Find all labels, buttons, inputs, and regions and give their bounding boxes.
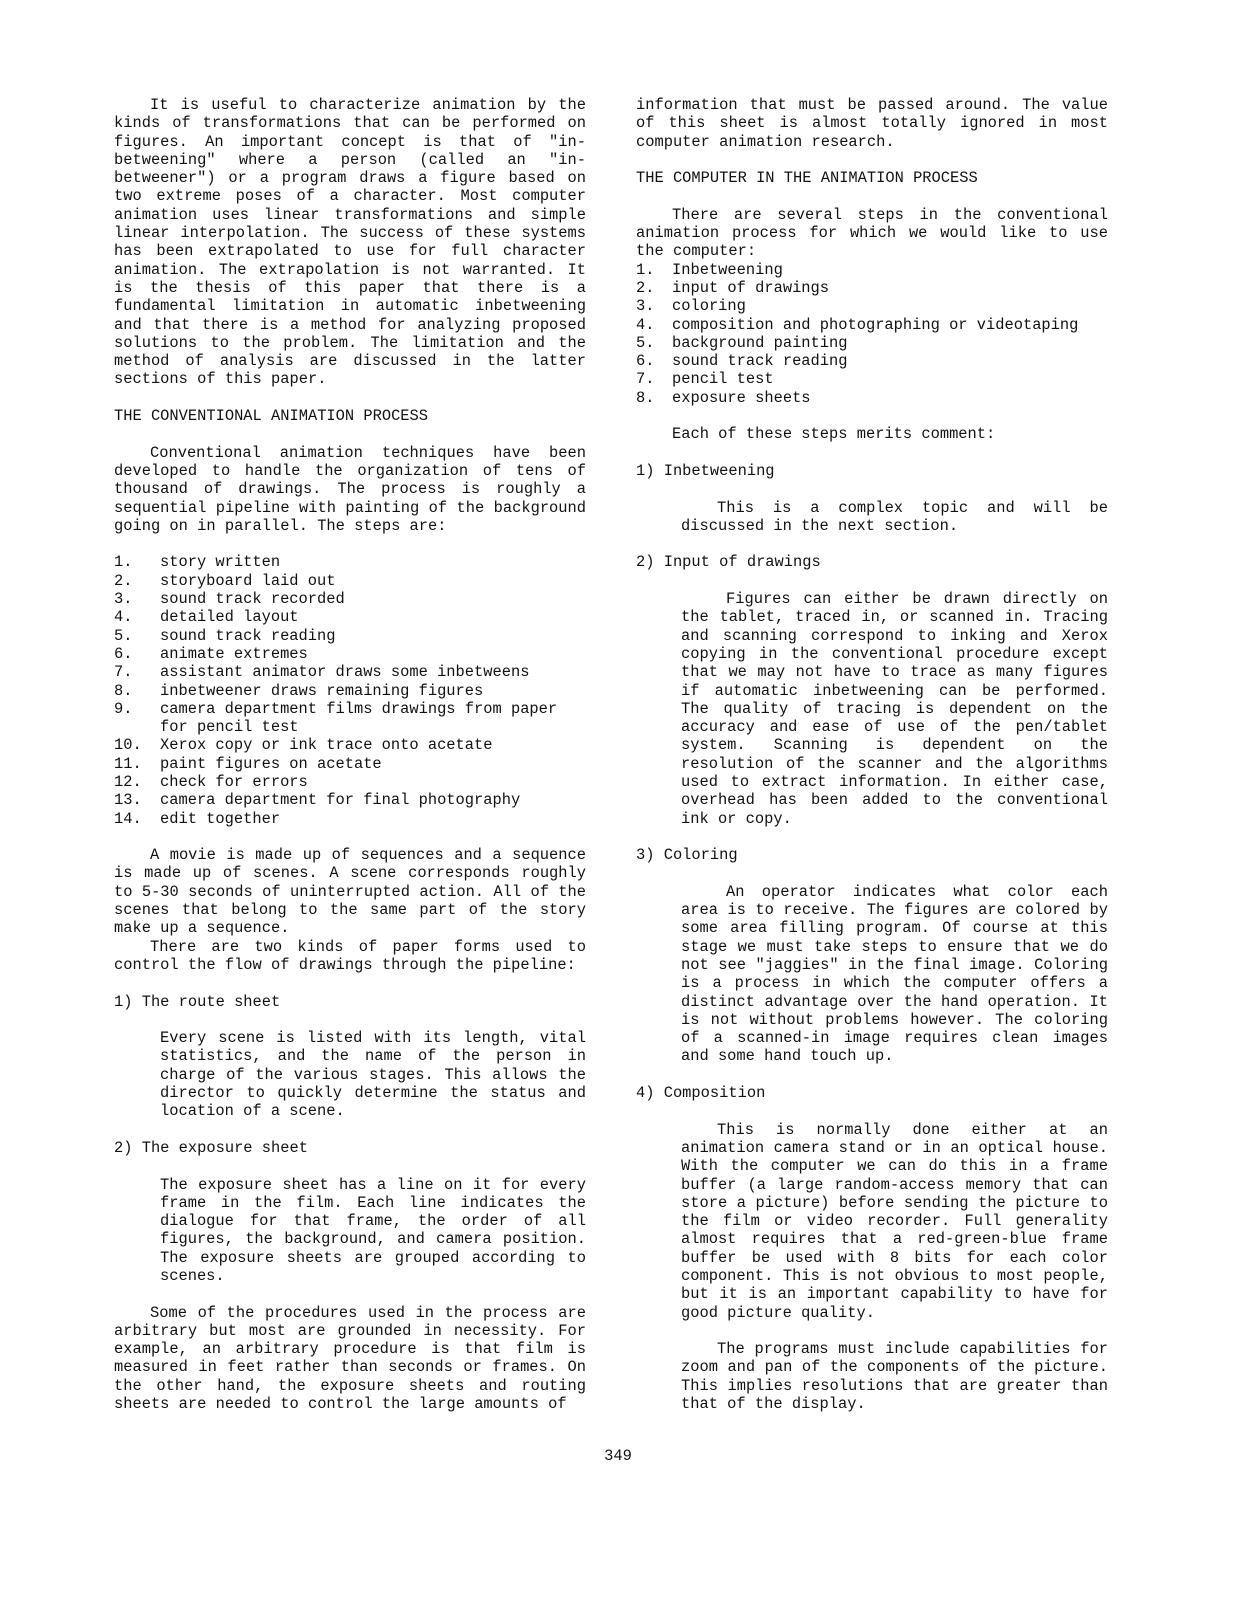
list-item-text: Inbetweening — [672, 260, 783, 279]
page-number: 349 — [604, 1447, 632, 1465]
list-item — [114, 791, 586, 809]
list-item — [636, 316, 1108, 334]
route-sheet-body: Every scene is listed with its length, vital statistics, and the name of the person in charge of the various stages. This allows the director to quickly determine the status and location of a scene. — [160, 1029, 586, 1121]
list-item-number: 8. — [636, 388, 655, 407]
input-drawings-body: Figures can either be drawn directly on the tablet, traced in, or scanned in. Tracing and scanning correspond to inking and Xerox copying in the conventional procedure except that we may not have to trace as many figures if automatic inbetweening can be performed. The quality of tracing is dependent on the accuracy and ease of use of the pen/tablet system. Scanning is dependent on the resolution of the scanner and the algorithms used to extract information. In either case, overhead has been added to the conventional ink or copy. — [681, 590, 1108, 828]
list-item — [114, 663, 586, 681]
list-item-text: detailed layout — [160, 608, 299, 627]
exposure-sheet-title: 2) The exposure sheet — [114, 1138, 308, 1157]
exposure-sheet-body: The exposure sheet has a line on it for every frame in the film. Each line indicates the dialogue for that frame, the order of all figures, the background, and camera position. The exposure sheets are grouped according to scenes. — [160, 1175, 586, 1285]
computer-steps-list — [636, 261, 1108, 407]
list-item-text: camera department films drawings from paper for pencil test — [160, 699, 558, 737]
list-item-text: inbetweener draws remaining figures — [160, 681, 484, 700]
list-item-text: background painting — [672, 333, 848, 352]
coloring-body: An operator indicates what color each area is to receive. The figures are colored by some area filling program. Of course at this stage we must take steps to ensure that we do not see "jaggies" in the final image. Coloring is a process in which the computer offers a distinct advantage over the hand operation. It is not without problems however. The coloring of a scanned-in image requires clean images and some hand touch up. — [681, 882, 1108, 1066]
list-item-number: 12. — [114, 772, 142, 791]
list-item — [636, 297, 1108, 315]
list-item-number: 2. — [114, 571, 133, 590]
list-item — [636, 389, 1108, 407]
section-heading-conventional: THE CONVENTIONAL ANIMATION PROCESS — [114, 407, 429, 426]
list-item — [636, 334, 1108, 352]
list-item — [114, 755, 586, 773]
list-item-text: assistant animator draws some inbetweens — [160, 663, 530, 682]
list-item-number: 9. — [114, 699, 133, 718]
computer-steps-intro: There are several steps in the conventional animation process for which we would like to use the computer: — [636, 205, 1108, 261]
list-item-text: story written — [160, 553, 281, 572]
list-item-number: 7. — [114, 663, 133, 682]
list-item-number: 1. — [636, 260, 655, 279]
left-column — [114, 96, 586, 1413]
list-item — [114, 810, 586, 828]
list-item — [636, 261, 1108, 279]
list-item — [114, 572, 586, 590]
list-item — [636, 352, 1108, 370]
list-item — [114, 645, 586, 663]
merits-line: Each of these steps merits comment: — [672, 425, 996, 444]
programs-body: The programs must include capabilities for zoom and pan of the components of the picture. This implies resolutions that are greater than that of the display. — [681, 1340, 1108, 1414]
list-item-number: 6. — [114, 644, 133, 663]
list-item-number: 1. — [114, 553, 133, 572]
list-item-number: 11. — [114, 754, 142, 773]
list-item — [114, 700, 586, 737]
list-item-text: composition and photographing or videotaping — [672, 315, 1079, 334]
paper-forms-paragraph: There are two kinds of paper forms used to control the flow of drawings through the pipeline: — [114, 937, 586, 974]
coloring-title: 3) Coloring — [636, 846, 738, 865]
list-item — [114, 773, 586, 791]
list-item-number: 8. — [114, 681, 133, 700]
list-item-number: 3. — [114, 590, 133, 609]
composition-body: This is normally done either at an animation camera stand or in an optical house. With the computer we can do this in a frame buffer (a large random-access memory that can store a picture) before sending the picture to the film or video recorder. Full generality almost requires that a red-green-blue frame buffer be used with 8 bits for each color component. This is not obvious to most people, but it is an important capability to have for good picture quality. — [681, 1120, 1108, 1322]
list-item-text: input of drawings — [672, 278, 830, 297]
movie-paragraph: A movie is made up of sequences and a sequence is made up of scenes. A scene corresponds roughly to 5-30 seconds of uninterrupted action. All of the scenes that belong to the same part of the story make up a sequence. — [114, 846, 586, 938]
list-item — [114, 682, 586, 700]
list-item-text: pencil test — [672, 370, 774, 389]
inbetweening-body: This is a complex topic and will be discussed in the next section. — [681, 498, 1108, 535]
right-column — [636, 96, 1108, 1413]
route-sheet-title: 1) The route sheet — [114, 992, 281, 1011]
continuation-paragraph: information that must be passed around. The value of this sheet is almost totally ignored in most computer animation research. — [636, 96, 1108, 151]
list-item-number: 13. — [114, 791, 142, 810]
conventional-paragraph: Conventional animation techniques have been developed to handle the organization of tens of thousand of drawings. The process is roughly a sequential pipeline with painting of the background going on in parallel. The steps are: — [114, 443, 586, 535]
list-item-text: storyboard laid out — [160, 571, 336, 590]
list-item-number: 14. — [114, 809, 142, 828]
conventional-steps-list — [114, 553, 586, 827]
list-item — [114, 608, 586, 626]
list-item-number: 7. — [636, 370, 655, 389]
list-item-text: exposure sheets — [672, 388, 811, 407]
list-item — [636, 370, 1108, 388]
inbetweening-title: 1) Inbetweening — [636, 461, 775, 480]
list-item-text: sound track reading — [672, 352, 848, 371]
list-item-text: camera department for final photography — [160, 791, 521, 810]
list-item-number: 5. — [636, 333, 655, 352]
list-item-number: 10. — [114, 736, 142, 755]
list-item-text: coloring — [672, 297, 746, 316]
list-item-number: 4. — [114, 608, 133, 627]
list-item — [114, 553, 586, 571]
section-heading-computer: THE COMPUTER IN THE ANIMATION PROCESS — [636, 169, 978, 188]
list-item-text: check for errors — [160, 772, 308, 791]
composition-title: 4) Composition — [636, 1084, 766, 1103]
intro-paragraph: It is useful to characterize animation by the kinds of transformations that can be performed on figures. An important concept is that of "in-betweening" where a person (called an "in-betweener") or a program draws a figure based on two extreme poses of a character. Most computer animation uses linear transformations and simple linear interpolation. The success of these systems has been extrapolated to use for full character animation. The extrapolation is not warranted. It is the thesis of this paper that there is a fundamental limitation in automatic inbetweening and that there is a method for analyzing proposed solutions to the problem. The limitation and the method of analysis are discussed in the latter sections of this paper. — [114, 96, 586, 389]
list-item-text: paint figures on acetate — [160, 754, 382, 773]
list-item-number: 2. — [636, 278, 655, 297]
list-item-number: 5. — [114, 626, 133, 645]
input-drawings-title: 2) Input of drawings — [636, 553, 821, 572]
list-item-text: edit together — [160, 809, 281, 828]
list-item-number: 3. — [636, 297, 655, 316]
list-item-text: sound track reading — [160, 626, 336, 645]
list-item-number: 4. — [636, 315, 655, 334]
list-item — [114, 590, 586, 608]
procedures-paragraph: Some of the procedures used in the process are arbitrary but most are grounded in necessity. For example, an arbitrary procedure is that film is measured in feet rather than seconds or frames. On the other hand, the exposure sheets and routing sheets are needed to control the large amounts of — [114, 1303, 586, 1414]
list-item-number: 6. — [636, 352, 655, 371]
list-item — [636, 279, 1108, 297]
list-item — [114, 736, 586, 754]
list-item-text: sound track recorded — [160, 590, 345, 609]
list-item-text: animate extremes — [160, 644, 308, 663]
list-item — [114, 627, 586, 645]
list-item-text: Xerox copy or ink trace onto acetate — [160, 736, 493, 755]
